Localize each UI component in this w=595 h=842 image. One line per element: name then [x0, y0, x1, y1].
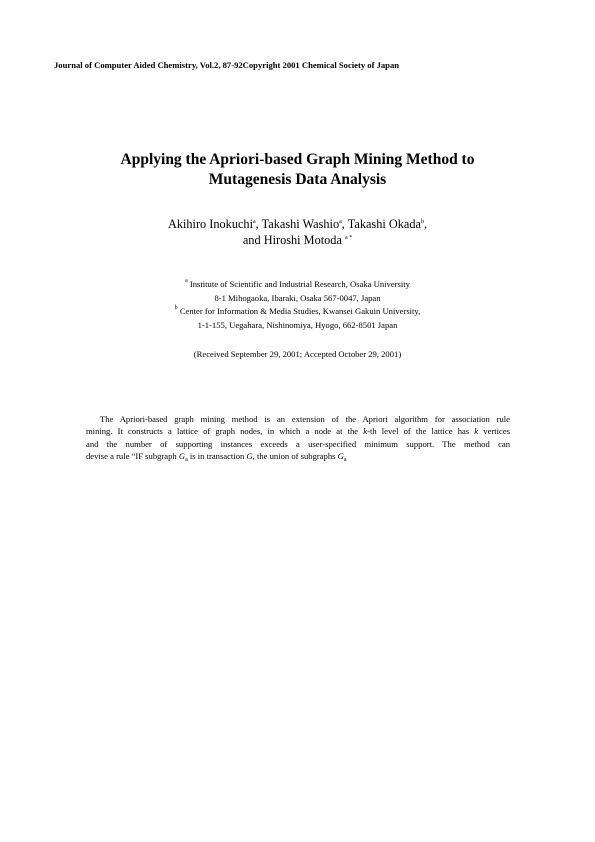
author-line-1: Akihiro Inokuchi$^a$, Takashi Washio$^a$, Takashi Okada$^b$,	[167, 217, 428, 231]
author-name: Hiroshi Motoda	[263, 233, 342, 247]
affiliation-a-line-2: 8-1 Mihogaoka, Ibaraki, Osaka 567-0047, Japan	[214, 292, 381, 303]
affiliation-b-line-1: $^b$ Center for Information & Media Studies, Kwansei Gakuin University,	[174, 305, 421, 316]
author-line-2	[0, 232, 595, 248]
abstract-line-4: devise a rule “IF subgraph $G_a$ is in transaction G, the union of subgraphs $G_a$	[86, 451, 347, 464]
affiliations	[0, 278, 595, 332]
journal-header: Journal of Computer Aided Chemistry, Vol.2, 87-92Copyright 2001 Chemical Society of Japan	[54, 60, 400, 70]
abstract-line-1: The Apriori-based graph mining method is an extension of the Apriori algorithm for association rule	[100, 414, 510, 424]
affiliation-mark: a	[185, 278, 188, 284]
author-list	[0, 216, 595, 248]
abstract-line-3: and the number of supporting instances exceeds a user-specified minimum support. The method can	[86, 438, 510, 449]
affiliation-mark: b	[420, 219, 424, 225]
paper-title	[0, 150, 595, 190]
author-name: Takashi Okada	[347, 217, 421, 231]
title-line-1: Applying the Apriori-based Graph Mining Method to	[120, 151, 475, 168]
affiliation-b-line-2: 1-1-155, Uegahara, Nishinomiya, Hyogo, 662-8501 Japan	[197, 319, 398, 330]
affiliation-mark: a *	[344, 235, 353, 241]
title-line-2: Mutagenesis Data Analysis	[208, 171, 387, 188]
author-conjunction: and	[242, 233, 261, 247]
affiliation-mark: a	[339, 219, 342, 225]
received-dates: (Received September 29, 2001; Accepted October 29, 2001)	[193, 349, 402, 359]
affiliation-mark: a	[253, 219, 256, 225]
author-name: Akihiro Inokuchi	[167, 217, 253, 231]
author-name: Takashi Washio	[261, 217, 340, 231]
affiliation-a-line-1: $^a$ Institute of Scientific and Industrial Research, Osaka University	[185, 278, 410, 289]
abstract	[86, 413, 510, 463]
abstract-line-2: mining. It constructs a lattice of graph nodes, in which a node at the k-th level of the lattice has k vertices	[86, 426, 510, 437]
affiliation-mark: b	[174, 305, 178, 311]
